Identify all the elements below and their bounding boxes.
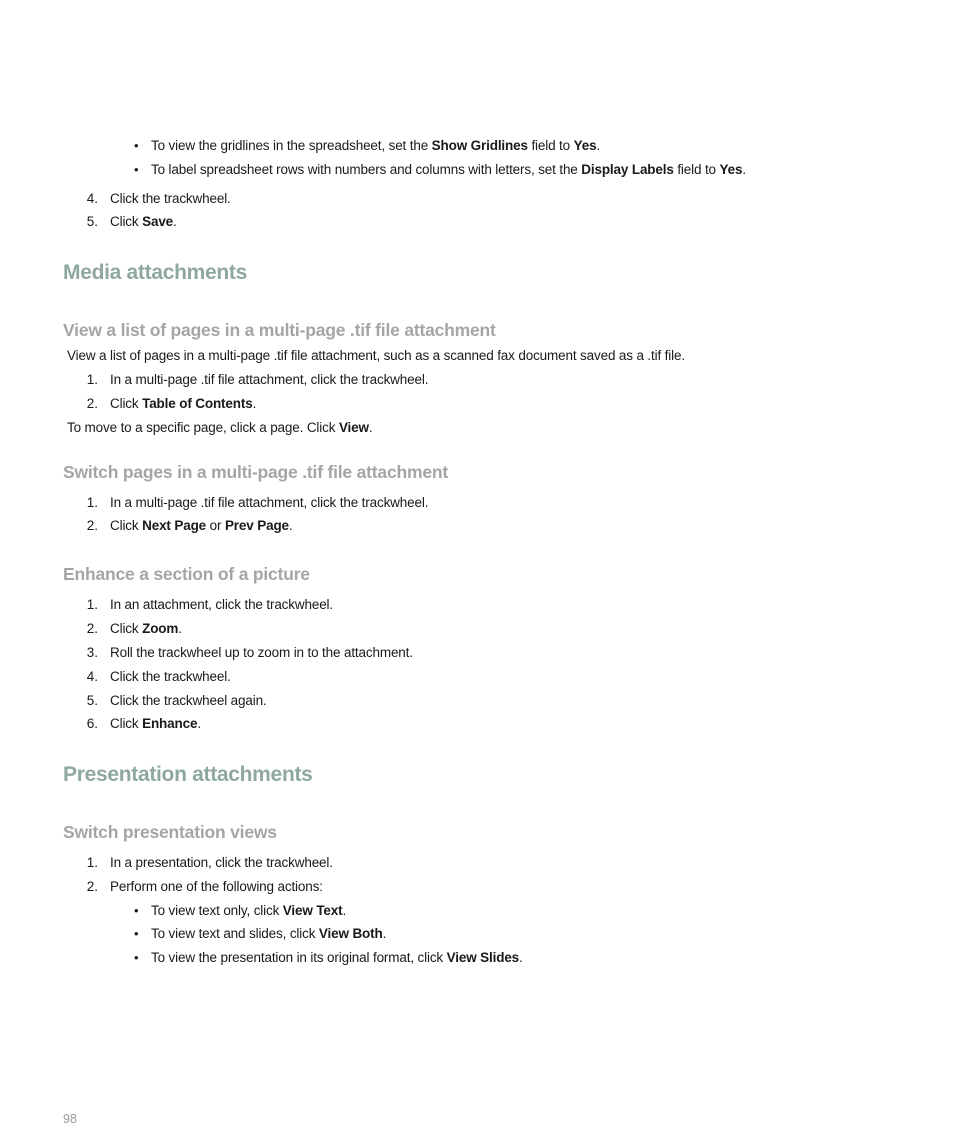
step-text: Click the trackwheel. — [110, 191, 231, 206]
step-number: 5. — [86, 214, 98, 229]
paragraph-description: View a list of pages in a multi-page .tif file attachment, such as a scanned fax document saved as a .tif file. — [67, 348, 685, 363]
section-heading-media-attachments: Media attachments — [63, 261, 247, 284]
step-number: 5. — [86, 693, 98, 708]
step-number: 6. — [86, 716, 98, 731]
bullet-marker: • — [134, 138, 139, 153]
step-number: 4. — [86, 191, 98, 206]
bullet-marker: • — [134, 903, 139, 918]
step-text: In a multi-page .tif file attachment, click the trackwheel. — [110, 495, 429, 510]
subheading-switch-pages: Switch pages in a multi-page .tif file attachment — [63, 462, 448, 482]
subheading-enhance-section: Enhance a section of a picture — [63, 564, 310, 584]
step-text: Roll the trackwheel up to zoom in to the attachment. — [110, 645, 413, 660]
step-text: In a presentation, click the trackwheel. — [110, 855, 333, 870]
bullet-marker: • — [134, 926, 139, 941]
subheading-switch-presentation-views: Switch presentation views — [63, 822, 277, 842]
section-heading-presentation-attachments: Presentation attachments — [63, 763, 313, 786]
step-number: 2. — [86, 396, 98, 411]
step-text: Click the trackwheel. — [110, 669, 231, 684]
step-text: Click Save. — [110, 214, 177, 229]
step-number: 4. — [86, 669, 98, 684]
list-item-view-text: To view text only, click View Text. — [151, 903, 347, 918]
subheading-view-list-of-pages: View a list of pages in a multi-page .tif file attachment — [63, 320, 496, 340]
step-text: Perform one of the following actions: — [110, 879, 323, 894]
page-number: 98 — [63, 1112, 77, 1126]
list-item-view-both: To view text and slides, click View Both. — [151, 926, 387, 941]
list-item-view-slides: To view the presentation in its original format, click View Slides. — [151, 950, 523, 965]
step-number: 2. — [86, 621, 98, 636]
step-text: Click Next Page or Prev Page. — [110, 518, 293, 533]
bullet-marker: • — [134, 162, 139, 177]
list-item-display-labels: To label spreadsheet rows with numbers and columns with letters, set the Display Labels field to Yes. — [151, 162, 746, 177]
step-text: In an attachment, click the trackwheel. — [110, 597, 334, 612]
step-number: 1. — [86, 855, 98, 870]
step-text: Click Enhance. — [110, 716, 201, 731]
step-number: 2. — [86, 518, 98, 533]
step-text: Click the trackwheel again. — [110, 693, 267, 708]
step-number: 1. — [86, 597, 98, 612]
step-number: 1. — [86, 495, 98, 510]
step-text: In a multi-page .tif file attachment, click the trackwheel. — [110, 372, 429, 387]
step-text: Click Zoom. — [110, 621, 182, 636]
step-number: 3. — [86, 645, 98, 660]
list-item-show-gridlines: To view the gridlines in the spreadsheet, set the Show Gridlines field to Yes. — [151, 138, 601, 153]
step-number: 2. — [86, 879, 98, 894]
paragraph-note: To move to a specific page, click a page. Click View. — [67, 420, 373, 435]
step-number: 1. — [86, 372, 98, 387]
step-text: Click Table of Contents. — [110, 396, 257, 411]
bullet-marker: • — [134, 950, 139, 965]
